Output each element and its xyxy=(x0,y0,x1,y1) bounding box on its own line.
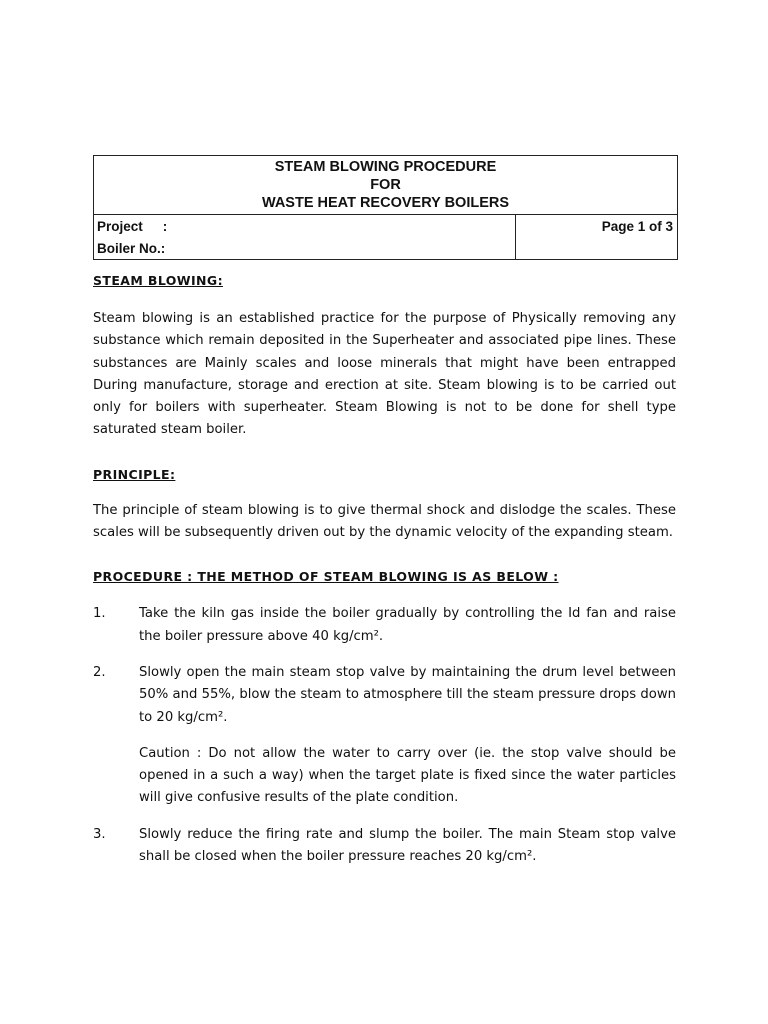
title-line-3: WASTE HEAT RECOVERY BOILERS xyxy=(261,195,510,211)
project-label: Project xyxy=(97,219,143,234)
title-line-1: STEAM BLOWING PROCEDURE xyxy=(274,159,497,175)
list-item xyxy=(93,662,676,729)
list-item xyxy=(93,603,676,648)
document-body xyxy=(93,270,676,868)
header-meta-row xyxy=(94,215,677,259)
document-header-table xyxy=(93,155,678,260)
principle-paragraph: The principle of steam blowing is to give thermal shock and dislodge the scales. These scales will be subsequently driven out by the dynamic velocity of the expanding steam. xyxy=(93,502,676,541)
page-number: Page 1 of 3 xyxy=(601,219,673,234)
project-boiler-cell xyxy=(94,215,516,259)
principle-heading: PRINCIPLE: xyxy=(93,466,176,482)
boiler-no-label: Boiler No.: xyxy=(97,241,166,256)
procedure-heading: PROCEDURE : THE METHOD OF STEAM BLOWING IS AS BELOW : xyxy=(93,569,559,585)
title-line-2: FOR xyxy=(370,177,401,193)
list-item-number: 2. xyxy=(93,664,106,680)
list-item-number: 3. xyxy=(93,826,106,842)
list-item xyxy=(93,824,676,869)
caution-note: Caution : Do not allow the water to carry over (ie. the stop valve should be opened in a such a way) when the target plate is fixed since the water particles will give confusive results of the plate condition. xyxy=(139,745,676,806)
list-item-number: 1. xyxy=(93,606,106,622)
list-item-text: Take the kiln gas inside the boiler gradually by controlling the Id fan and raise the boiler pressure above 40 kg/cm². xyxy=(139,606,676,644)
page-number-cell xyxy=(516,215,677,259)
document-title xyxy=(94,156,677,215)
list-item-text: Slowly open the main steam stop valve by maintaining the drum level between 50% and 55%, blow the steam to atmosphere till the steam pressure drops down to 20 kg/cm². xyxy=(139,664,676,725)
steam-blowing-paragraph: Steam blowing is an established practice for the purpose of Physically removing any substance which remain deposited in the Superheater and associated pipe lines. These substances are Mainly scales and loose minerals that might have been entrapped During manufacture, storage and erection at site. Steam blowing is to be carried out only for boilers with superheater. Steam Blowing is not to be done for shell type saturated steam boiler. xyxy=(93,311,676,438)
project-field xyxy=(97,216,515,238)
steam-blowing-heading: STEAM BLOWING: xyxy=(93,273,223,288)
list-item-text: Slowly reduce the firing rate and slump the boiler. The main Steam stop valve shall be closed when the boiler pressure reaches 20 kg/cm². xyxy=(139,826,676,865)
project-colon: : xyxy=(162,219,168,234)
